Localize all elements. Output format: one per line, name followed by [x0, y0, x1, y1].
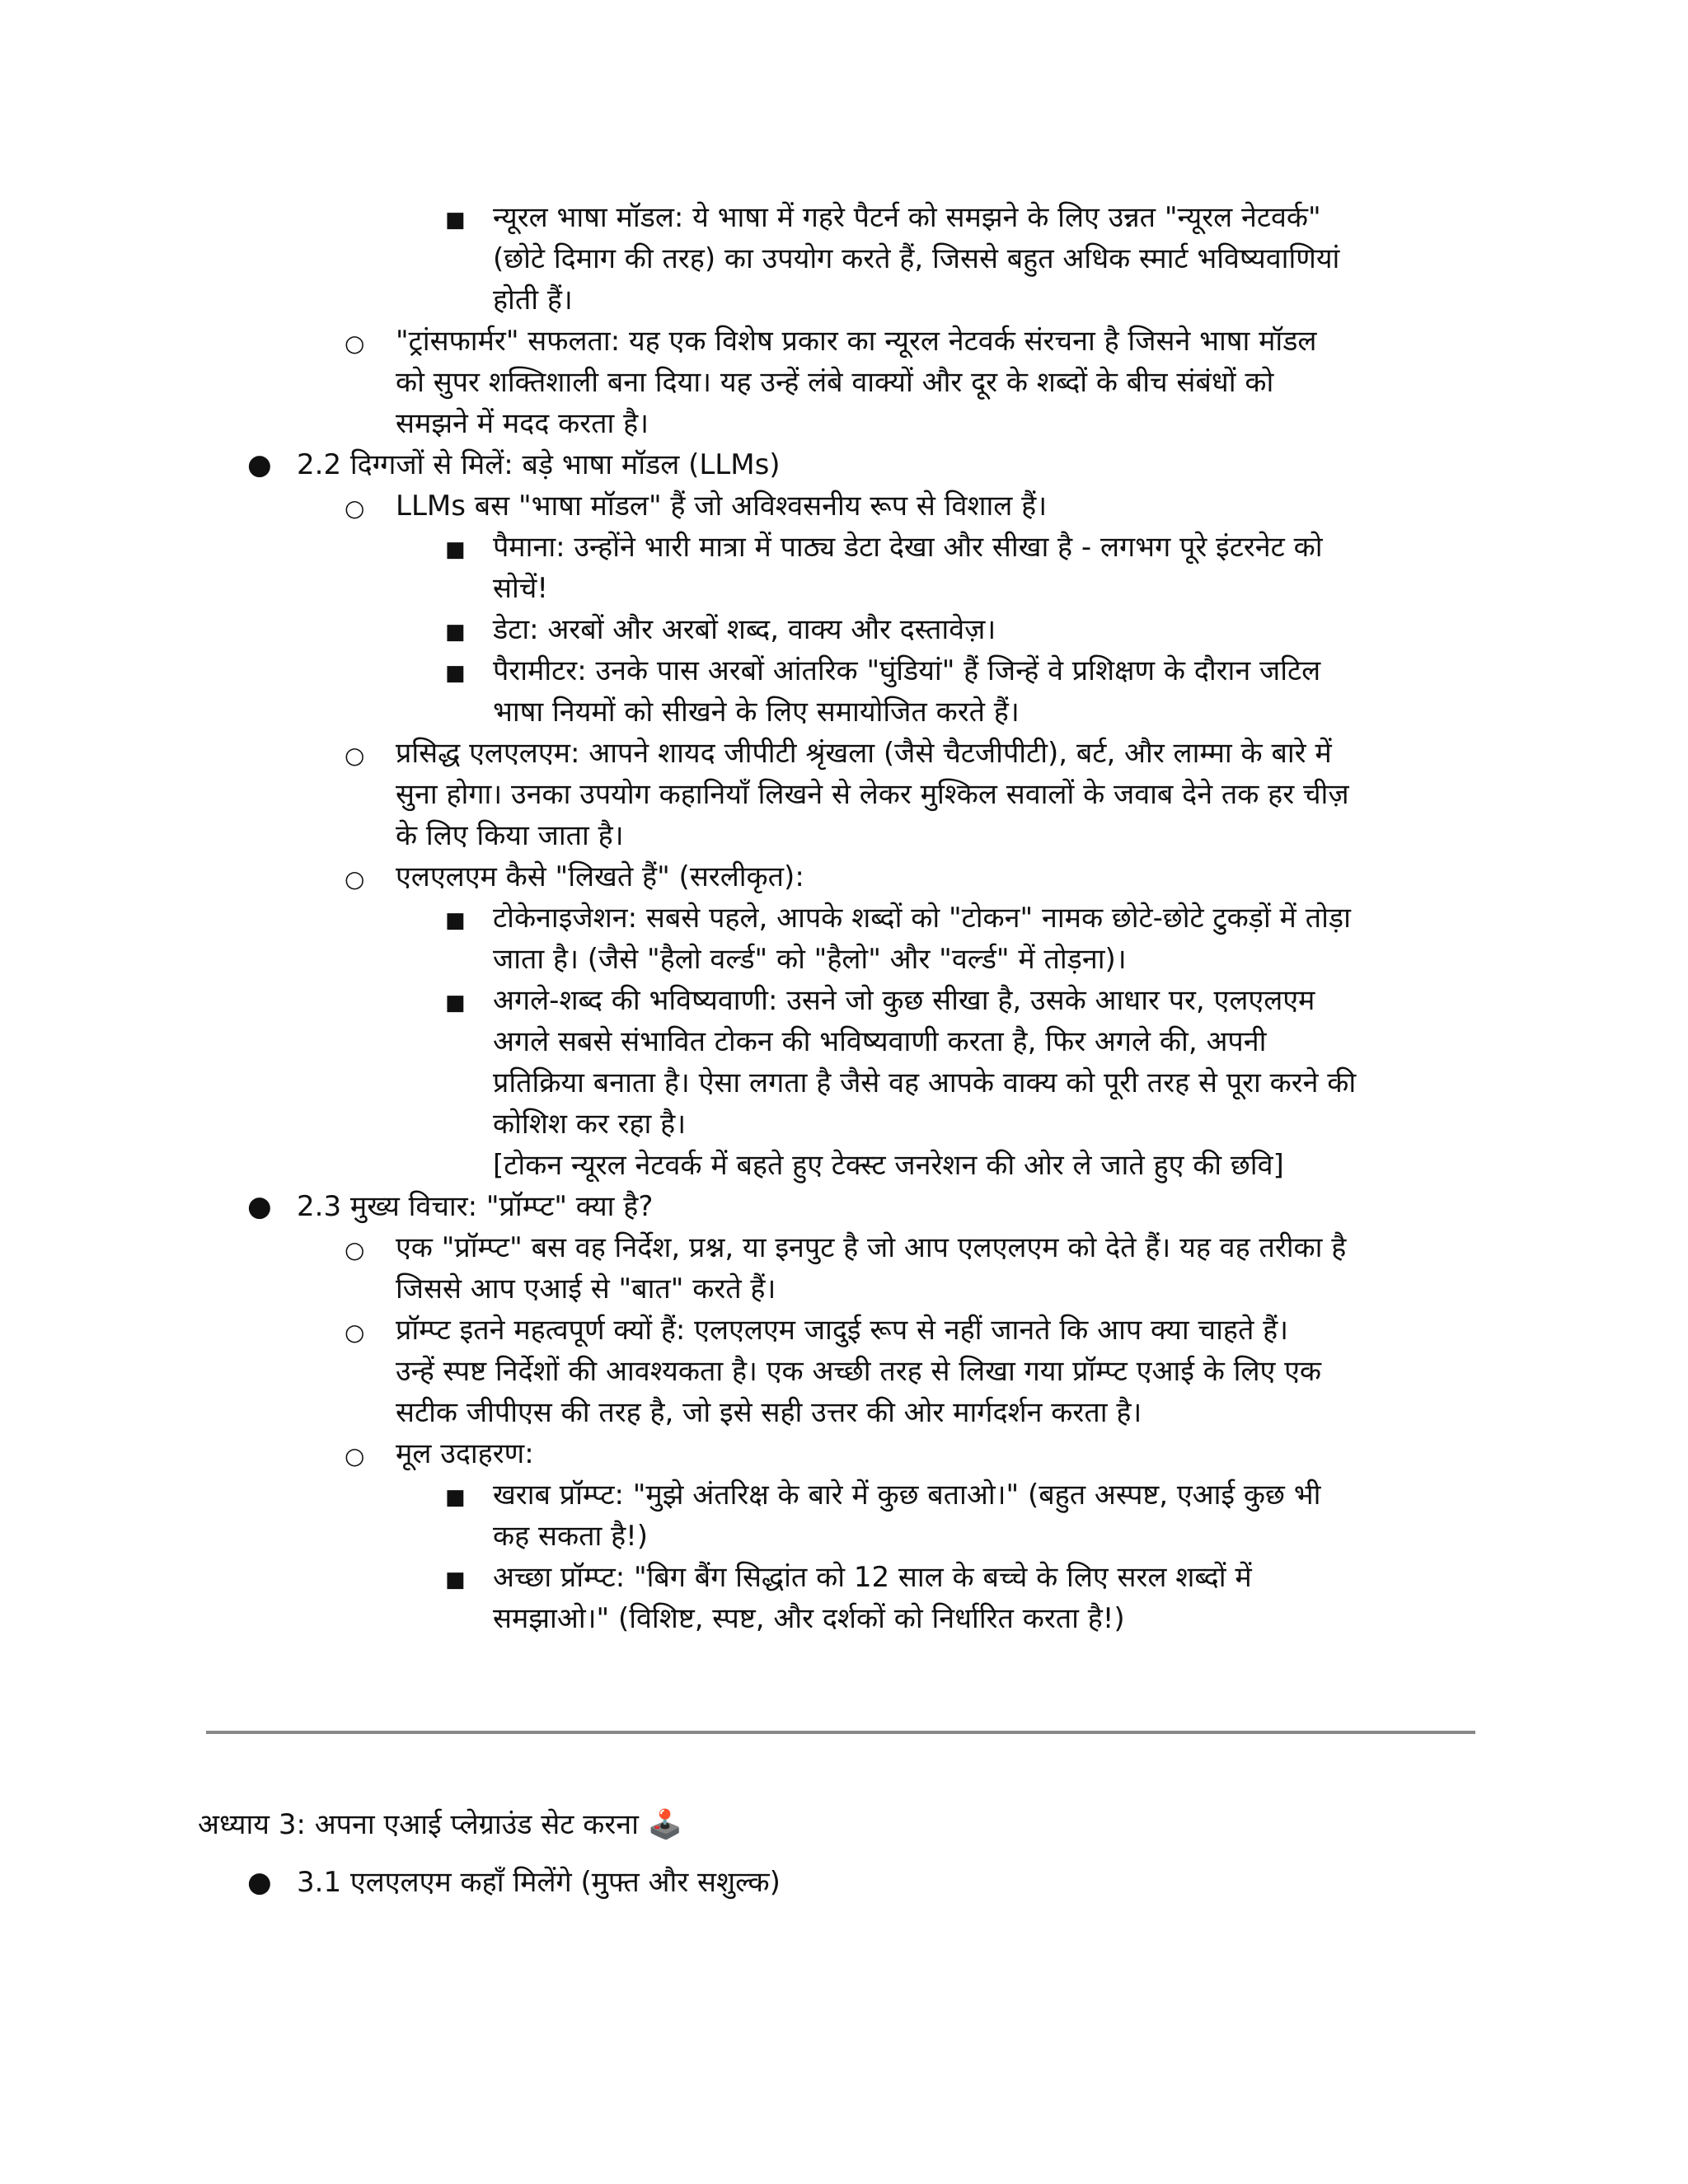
item-text-line: कह सकता है!) [493, 1520, 649, 1553]
item-text-line: अगले सबसे संभावित टोकन की भविष्यवाणी करता है, फिर अगले की, अपनी [493, 1025, 1267, 1058]
item-text-line: समझाओ।" (विशिष्ट, स्पष्ट, और दर्शकों को निर्धारित करता है!) [493, 1602, 1125, 1635]
item-text-line: भाषा नियमों को सीखने के लिए समायोजित करते हैं। [493, 696, 1020, 729]
item-text-line: प्रॉम्प्ट इतने महत्वपूर्ण क्यों हैं: एलएलएम जादुई रूप से नहीं जानते कि आप क्या चाहते हैं। [396, 1314, 1289, 1347]
item-text-line: प्रसिद्ध एलएलएम: आपने शायद जीपीटी श्रृंखला (जैसे चैटजीपीटी), बर्ट, और लाम्मा के बारे में [396, 737, 1332, 770]
item-text-line: अच्छा प्रॉम्प्ट: "बिग बैंग सिद्धांत को 12 साल के बच्चे के लिए सरल शब्दों में [493, 1561, 1252, 1594]
item-text-line: प्रतिक्रिया बनाता है। ऐसा लगता है जैसे वह आपके वाक्य को पूरी तरह से पूरा करने की [493, 1066, 1357, 1099]
item-text-line: सुना होगा। उनका उपयोग कहानियाँ लिखने से लेकर मुश्किल सवालों के जवाब देने तक हर चीज़ [396, 778, 1349, 811]
square-bullet-icon: ■ [445, 908, 466, 933]
item-text-line: कोशिश कर रहा है। [493, 1108, 687, 1141]
square-bullet-icon: ■ [445, 991, 466, 1015]
item-text-line: "ट्रांसफार्मर" सफलता: यह एक विशेष प्रकार का न्यूरल नेटवर्क संरचना है जिसने भाषा मॉडल [396, 325, 1317, 358]
square-bullet-icon: ■ [445, 1485, 466, 1510]
square-bullet-icon: ■ [445, 661, 466, 686]
disc-bullet-icon: ● [247, 1866, 272, 1899]
item-text-line: LLMs बस "भाषा मॉडल" हैं जो अविश्वसनीय रूप से विशाल हैं। [396, 490, 1048, 523]
circle-bullet-icon: ○ [345, 494, 365, 522]
section-heading: 3.1 एलएलएम कहाँ मिलेंगे (मुफ्त और सशुल्क) [297, 1866, 781, 1899]
item-text-line: न्यूरल भाषा मॉडल: ये भाषा में गहरे पैटर्न को समझने के लिए उन्नत "न्यूरल नेटवर्क" [493, 201, 1321, 234]
item-text-line: पैमाना: उन्होंने भारी मात्रा में पाठ्य डेटा देखा और सीखा है - लगभग पूरे इंटरनेट को [493, 531, 1323, 564]
circle-bullet-icon: ○ [345, 1319, 365, 1346]
item-text-line: जाता है। (जैसे "हैलो वर्ल्ड" को "हैलो" और "वर्ल्ड" में तोड़ना)। [493, 943, 1127, 976]
circle-bullet-icon: ○ [345, 742, 365, 769]
item-text-line: के लिए किया जाता है। [396, 819, 624, 852]
item-text-line: डेटा: अरबों और अरबों शब्द, वाक्य और दस्तावेज़। [493, 613, 996, 646]
item-text-line: खराब प्रॉम्प्ट: "मुझे अंतरिक्ष के बारे में कुछ बताओ।" (बहुत अस्पष्ट, एआई कुछ भी [493, 1479, 1321, 1511]
item-text-line: उन्हें स्पष्ट निर्देशों की आवश्यकता है। एक अच्छी तरह से लिखा गया प्रॉम्प्ट एआई के लिए एक [396, 1355, 1322, 1388]
item-text-line: पैरामीटर: उनके पास अरबों आंतरिक "घुंडियां" हैं जिन्हें वे प्रशिक्षण के दौरान जटिल [493, 654, 1321, 687]
disc-bullet-icon: ● [247, 448, 272, 481]
square-bullet-icon: ■ [445, 208, 466, 232]
item-text-line: अगले-शब्द की भविष्यवाणी: उसने जो कुछ सीखा है, उसके आधार पर, एलएलएम [493, 984, 1315, 1017]
square-bullet-icon: ■ [445, 620, 466, 644]
item-text-line: एलएलएम कैसे "लिखते हैं" (सरलीकृत): [396, 860, 804, 893]
circle-bullet-icon: ○ [345, 1236, 365, 1263]
chapter-heading: अध्याय 3: अपना एआई प्लेग्राउंड सेट करना 🕹️ [198, 1808, 683, 1841]
item-text-line: मूल उदाहरण: [396, 1437, 534, 1470]
item-text-line: सटीक जीपीएस की तरह है, जो इसे सही उत्तर की ओर मार्गदर्शन करता है। [396, 1396, 1142, 1429]
square-bullet-icon: ■ [445, 1568, 466, 1592]
item-text-line: सोचें! [493, 572, 549, 605]
circle-bullet-icon: ○ [345, 330, 365, 357]
item-text-line: टोकेनाइजेशन: सबसे पहले, आपके शब्दों को "टोकन" नामक छोटे-छोटे टुकड़ों में तोड़ा [493, 902, 1351, 935]
square-bullet-icon: ■ [445, 537, 466, 562]
image-placeholder-text: [टोकन न्यूरल नेटवर्क में बहते हुए टेक्स्ट जनरेशन की ओर ले जाते हुए की छवि] [493, 1149, 1284, 1182]
section-heading: 2.3 मुख्य विचार: "प्रॉम्प्ट" क्या है? [297, 1190, 654, 1223]
circle-bullet-icon: ○ [345, 1442, 365, 1469]
item-text-line: होती हैं। [493, 284, 573, 316]
horizontal-divider [206, 1731, 1475, 1734]
item-text-line: को सुपर शक्तिशाली बना दिया। यह उन्हें लंबे वाक्यों और दूर के शब्दों के बीच संबंधों को [396, 366, 1274, 399]
item-text-line: जिससे आप एआई से "बात" करते हैं। [396, 1272, 776, 1305]
item-text-line: एक "प्रॉम्प्ट" बस वह निर्देश, प्रश्न, या इनपुट है जो आप एलएलएम को देते हैं। यह वह तरीका है [396, 1231, 1347, 1264]
item-text-line: समझने में मदद करता है। [396, 407, 649, 440]
section-heading: 2.2 दिग्गजों से मिलें: बड़े भाषा मॉडल (LLMs) [297, 448, 781, 481]
disc-bullet-icon: ● [247, 1190, 272, 1223]
item-text-line: (छोटे दिमाग की तरह) का उपयोग करते हैं, जिससे बहुत अधिक स्मार्ट भविष्यवाणियां [493, 242, 1340, 275]
circle-bullet-icon: ○ [345, 865, 365, 893]
